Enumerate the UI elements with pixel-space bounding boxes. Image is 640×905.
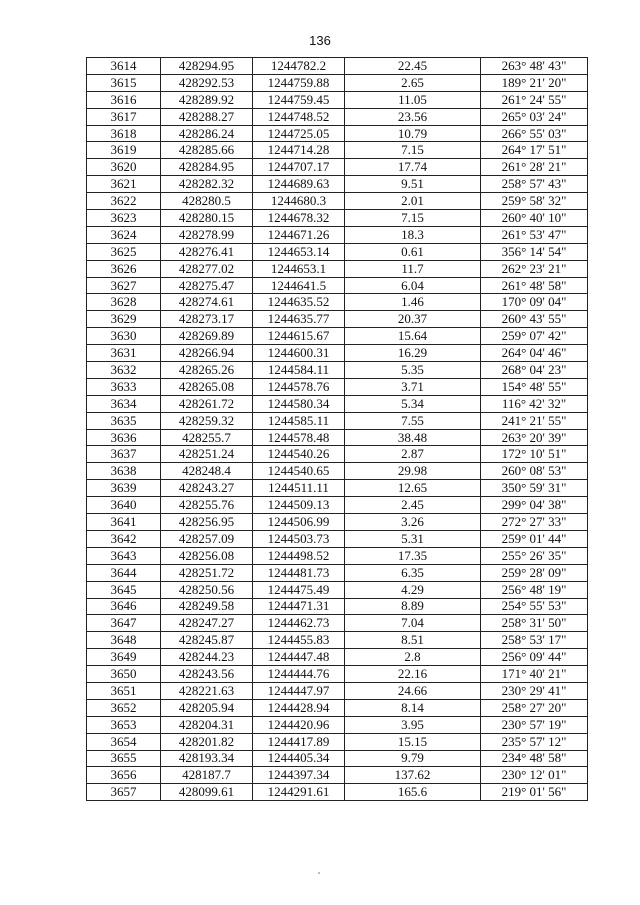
table-row [87, 547, 588, 564]
point-number-cell: 3639 [87, 480, 161, 497]
point-number-cell: 3625 [87, 243, 161, 260]
x-coordinate-cell: 428286.24 [161, 125, 253, 142]
bearing-cell: 268° 04' 23" [481, 362, 588, 379]
y-coordinate-cell: 1244600.31 [253, 345, 345, 362]
point-number-cell: 3627 [87, 277, 161, 294]
bearing-cell: 256° 09' 44" [481, 649, 588, 666]
distance-cell: 2.87 [345, 446, 481, 463]
point-number-cell: 3637 [87, 446, 161, 463]
y-coordinate-cell: 1244759.45 [253, 91, 345, 108]
bearing-cell: 170° 09' 04" [481, 294, 588, 311]
bearing-cell: 258° 57' 43" [481, 176, 588, 193]
y-coordinate-cell: 1244689.63 [253, 176, 345, 193]
x-coordinate-cell: 428278.99 [161, 226, 253, 243]
y-coordinate-cell: 1244641.5 [253, 277, 345, 294]
y-coordinate-cell: 1244397.34 [253, 767, 345, 784]
x-coordinate-cell: 428275.47 [161, 277, 253, 294]
table-row [87, 159, 588, 176]
bearing-cell: 154° 48' 55" [481, 378, 588, 395]
x-coordinate-cell: 428255.76 [161, 497, 253, 514]
y-coordinate-cell: 1244653.1 [253, 260, 345, 277]
bearing-cell: 261° 48' 58" [481, 277, 588, 294]
x-coordinate-cell: 428288.27 [161, 108, 253, 125]
distance-cell: 9.79 [345, 750, 481, 767]
bearing-cell: 261° 28' 21" [481, 159, 588, 176]
table-row [87, 463, 588, 480]
x-coordinate-cell: 428294.95 [161, 58, 253, 75]
table-row [87, 243, 588, 260]
table-row [87, 666, 588, 683]
point-number-cell: 3656 [87, 767, 161, 784]
y-coordinate-cell: 1244447.97 [253, 682, 345, 699]
y-coordinate-cell: 1244678.32 [253, 210, 345, 227]
point-number-cell: 3622 [87, 193, 161, 210]
x-coordinate-cell: 428261.72 [161, 395, 253, 412]
table-row [87, 260, 588, 277]
y-coordinate-cell: 1244405.34 [253, 750, 345, 767]
distance-cell: 20.37 [345, 311, 481, 328]
bearing-cell: 299° 04' 38" [481, 497, 588, 514]
table-row [87, 412, 588, 429]
y-coordinate-cell: 1244509.13 [253, 497, 345, 514]
distance-cell: 16.29 [345, 345, 481, 362]
table-row [87, 108, 588, 125]
point-number-cell: 3629 [87, 311, 161, 328]
y-coordinate-cell: 1244725.05 [253, 125, 345, 142]
y-coordinate-cell: 1244420.96 [253, 716, 345, 733]
x-coordinate-cell: 428276.41 [161, 243, 253, 260]
y-coordinate-cell: 1244417.89 [253, 733, 345, 750]
bearing-cell: 260° 40' 10" [481, 210, 588, 227]
x-coordinate-cell: 428187.7 [161, 767, 253, 784]
point-number-cell: 3634 [87, 395, 161, 412]
bearing-cell: 234° 48' 58" [481, 750, 588, 767]
y-coordinate-cell: 1244540.26 [253, 446, 345, 463]
table-row [87, 750, 588, 767]
point-number-cell: 3645 [87, 581, 161, 598]
y-coordinate-cell: 1244585.11 [253, 412, 345, 429]
distance-cell: 6.04 [345, 277, 481, 294]
table-row [87, 649, 588, 666]
y-coordinate-cell: 1244707.17 [253, 159, 345, 176]
y-coordinate-cell: 1244481.73 [253, 564, 345, 581]
distance-cell: 8.14 [345, 699, 481, 716]
x-coordinate-cell: 428265.08 [161, 378, 253, 395]
table-row [87, 311, 588, 328]
distance-cell: 11.7 [345, 260, 481, 277]
bearing-cell: 265° 03' 24" [481, 108, 588, 125]
bearing-cell: 258° 31' 50" [481, 615, 588, 632]
distance-cell: 29.98 [345, 463, 481, 480]
y-coordinate-cell: 1244475.49 [253, 581, 345, 598]
x-coordinate-cell: 428266.94 [161, 345, 253, 362]
point-number-cell: 3635 [87, 412, 161, 429]
table-row [87, 733, 588, 750]
table-row [87, 699, 588, 716]
point-number-cell: 3630 [87, 328, 161, 345]
table-row [87, 480, 588, 497]
bearing-cell: 350° 59' 31" [481, 480, 588, 497]
page-number: 136 [309, 33, 331, 48]
distance-cell: 15.64 [345, 328, 481, 345]
distance-cell: 7.15 [345, 142, 481, 159]
y-coordinate-cell: 1244584.11 [253, 362, 345, 379]
distance-cell: 22.16 [345, 666, 481, 683]
point-number-cell: 3653 [87, 716, 161, 733]
distance-cell: 8.89 [345, 598, 481, 615]
distance-cell: 38.48 [345, 429, 481, 446]
point-number-cell: 3632 [87, 362, 161, 379]
distance-cell: 7.15 [345, 210, 481, 227]
distance-cell: 7.55 [345, 412, 481, 429]
distance-cell: 3.71 [345, 378, 481, 395]
distance-cell: 24.66 [345, 682, 481, 699]
table-row [87, 328, 588, 345]
y-coordinate-cell: 1244782.2 [253, 58, 345, 75]
point-number-cell: 3618 [87, 125, 161, 142]
x-coordinate-cell: 428256.95 [161, 514, 253, 531]
bearing-cell: 261° 24' 55" [481, 91, 588, 108]
x-coordinate-cell: 428280.15 [161, 210, 253, 227]
bearing-cell: 262° 23' 21" [481, 260, 588, 277]
point-number-cell: 3649 [87, 649, 161, 666]
table-row [87, 345, 588, 362]
point-number-cell: 3657 [87, 784, 161, 801]
point-number-cell: 3640 [87, 497, 161, 514]
point-number-cell: 3646 [87, 598, 161, 615]
bearing-cell: 172° 10' 51" [481, 446, 588, 463]
y-coordinate-cell: 1244471.31 [253, 598, 345, 615]
point-number-cell: 3628 [87, 294, 161, 311]
y-coordinate-cell: 1244506.99 [253, 514, 345, 531]
distance-cell: 23.56 [345, 108, 481, 125]
bearing-cell: 219° 01' 56" [481, 784, 588, 801]
x-coordinate-cell: 428284.95 [161, 159, 253, 176]
bearing-cell: 261° 53' 47" [481, 226, 588, 243]
x-coordinate-cell: 428282.32 [161, 176, 253, 193]
table-row [87, 784, 588, 801]
table-row [87, 429, 588, 446]
distance-cell: 3.26 [345, 514, 481, 531]
point-number-cell: 3638 [87, 463, 161, 480]
coordinates-table-body [87, 58, 588, 801]
x-coordinate-cell: 428292.53 [161, 74, 253, 91]
x-coordinate-cell: 428205.94 [161, 699, 253, 716]
point-number-cell: 3644 [87, 564, 161, 581]
y-coordinate-cell: 1244498.52 [253, 547, 345, 564]
distance-cell: 6.35 [345, 564, 481, 581]
distance-cell: 5.31 [345, 530, 481, 547]
y-coordinate-cell: 1244680.3 [253, 193, 345, 210]
point-number-cell: 3626 [87, 260, 161, 277]
bearing-cell: 256° 48' 19" [481, 581, 588, 598]
x-coordinate-cell: 428245.87 [161, 632, 253, 649]
point-number-cell: 3651 [87, 682, 161, 699]
point-number-cell: 3614 [87, 58, 161, 75]
x-coordinate-cell: 428251.72 [161, 564, 253, 581]
y-coordinate-cell: 1244447.48 [253, 649, 345, 666]
point-number-cell: 3654 [87, 733, 161, 750]
table-row [87, 598, 588, 615]
distance-cell: 3.95 [345, 716, 481, 733]
point-number-cell: 3624 [87, 226, 161, 243]
x-coordinate-cell: 428193.34 [161, 750, 253, 767]
bearing-cell: 259° 58' 32" [481, 193, 588, 210]
y-coordinate-cell: 1244653.14 [253, 243, 345, 260]
table-row [87, 716, 588, 733]
table-row [87, 277, 588, 294]
y-coordinate-cell: 1244578.48 [253, 429, 345, 446]
distance-cell: 17.74 [345, 159, 481, 176]
x-coordinate-cell: 428259.32 [161, 412, 253, 429]
table-row [87, 564, 588, 581]
table-row [87, 58, 588, 75]
distance-cell: 9.51 [345, 176, 481, 193]
bearing-cell: 264° 17' 51" [481, 142, 588, 159]
distance-cell: 10.79 [345, 125, 481, 142]
table-row [87, 142, 588, 159]
bearing-cell: 230° 57' 19" [481, 716, 588, 733]
table-row [87, 530, 588, 547]
table-row [87, 767, 588, 784]
x-coordinate-cell: 428243.56 [161, 666, 253, 683]
bearing-cell: 260° 08' 53" [481, 463, 588, 480]
bearing-cell: 258° 53' 17" [481, 632, 588, 649]
distance-cell: 137.62 [345, 767, 481, 784]
point-number-cell: 3652 [87, 699, 161, 716]
x-coordinate-cell: 428257.09 [161, 530, 253, 547]
coordinates-table [86, 57, 588, 801]
point-number-cell: 3650 [87, 666, 161, 683]
distance-cell: 8.51 [345, 632, 481, 649]
x-coordinate-cell: 428251.24 [161, 446, 253, 463]
y-coordinate-cell: 1244748.52 [253, 108, 345, 125]
bearing-cell: 264° 04' 46" [481, 345, 588, 362]
point-number-cell: 3620 [87, 159, 161, 176]
point-number-cell: 3615 [87, 74, 161, 91]
x-coordinate-cell: 428256.08 [161, 547, 253, 564]
distance-cell: 2.45 [345, 497, 481, 514]
bearing-cell: 260° 43' 55" [481, 311, 588, 328]
table-row [87, 378, 588, 395]
bearing-cell: 263° 48' 43" [481, 58, 588, 75]
table-row [87, 226, 588, 243]
y-coordinate-cell: 1244291.61 [253, 784, 345, 801]
point-number-cell: 3636 [87, 429, 161, 446]
bearing-cell: 259° 01' 44" [481, 530, 588, 547]
x-coordinate-cell: 428269.89 [161, 328, 253, 345]
table-row [87, 514, 588, 531]
distance-cell: 5.34 [345, 395, 481, 412]
table-row [87, 176, 588, 193]
point-number-cell: 3655 [87, 750, 161, 767]
table-row [87, 91, 588, 108]
y-coordinate-cell: 1244759.88 [253, 74, 345, 91]
y-coordinate-cell: 1244444.76 [253, 666, 345, 683]
x-coordinate-cell: 428248.4 [161, 463, 253, 480]
bearing-cell: 241° 21' 55" [481, 412, 588, 429]
table-row [87, 615, 588, 632]
y-coordinate-cell: 1244455.83 [253, 632, 345, 649]
point-number-cell: 3647 [87, 615, 161, 632]
point-number-cell: 3617 [87, 108, 161, 125]
point-number-cell: 3648 [87, 632, 161, 649]
y-coordinate-cell: 1244714.28 [253, 142, 345, 159]
table-row [87, 632, 588, 649]
distance-cell: 17.35 [345, 547, 481, 564]
y-coordinate-cell: 1244671.26 [253, 226, 345, 243]
y-coordinate-cell: 1244540.65 [253, 463, 345, 480]
y-coordinate-cell: 1244635.52 [253, 294, 345, 311]
x-coordinate-cell: 428280.5 [161, 193, 253, 210]
y-coordinate-cell: 1244462.73 [253, 615, 345, 632]
table-row [87, 193, 588, 210]
distance-cell: 12.65 [345, 480, 481, 497]
y-coordinate-cell: 1244635.77 [253, 311, 345, 328]
table-row [87, 210, 588, 227]
x-coordinate-cell: 428285.66 [161, 142, 253, 159]
bearing-cell: 259° 28' 09" [481, 564, 588, 581]
point-number-cell: 3641 [87, 514, 161, 531]
distance-cell: 2.01 [345, 193, 481, 210]
table-row [87, 125, 588, 142]
distance-cell: 5.35 [345, 362, 481, 379]
distance-cell: 2.8 [345, 649, 481, 666]
point-number-cell: 3616 [87, 91, 161, 108]
x-coordinate-cell: 428273.17 [161, 311, 253, 328]
table-row [87, 362, 588, 379]
x-coordinate-cell: 428249.58 [161, 598, 253, 615]
point-number-cell: 3642 [87, 530, 161, 547]
point-number-cell: 3621 [87, 176, 161, 193]
x-coordinate-cell: 428247.27 [161, 615, 253, 632]
bearing-cell: 171° 40' 21" [481, 666, 588, 683]
table-row [87, 497, 588, 514]
x-coordinate-cell: 428250.56 [161, 581, 253, 598]
bearing-cell: 258° 27' 20" [481, 699, 588, 716]
y-coordinate-cell: 1244511.11 [253, 480, 345, 497]
bearing-cell: 254° 55' 53" [481, 598, 588, 615]
bearing-cell: 255° 26' 35" [481, 547, 588, 564]
x-coordinate-cell: 428274.61 [161, 294, 253, 311]
x-coordinate-cell: 428277.02 [161, 260, 253, 277]
distance-cell: 15.15 [345, 733, 481, 750]
table-row [87, 446, 588, 463]
bearing-cell: 189° 21' 20" [481, 74, 588, 91]
bearing-cell: 230° 12' 01" [481, 767, 588, 784]
scan-dot [318, 872, 320, 874]
x-coordinate-cell: 428255.7 [161, 429, 253, 446]
bearing-cell: 272° 27' 33" [481, 514, 588, 531]
x-coordinate-cell: 428265.26 [161, 362, 253, 379]
y-coordinate-cell: 1244580.34 [253, 395, 345, 412]
bearing-cell: 259° 07' 42" [481, 328, 588, 345]
distance-cell: 18.3 [345, 226, 481, 243]
point-number-cell: 3643 [87, 547, 161, 564]
y-coordinate-cell: 1244578.76 [253, 378, 345, 395]
bearing-cell: 230° 29' 41" [481, 682, 588, 699]
point-number-cell: 3619 [87, 142, 161, 159]
bearing-cell: 356° 14' 54" [481, 243, 588, 260]
table-row [87, 395, 588, 412]
x-coordinate-cell: 428289.92 [161, 91, 253, 108]
distance-cell: 4.29 [345, 581, 481, 598]
y-coordinate-cell: 1244503.73 [253, 530, 345, 547]
table-row [87, 682, 588, 699]
x-coordinate-cell: 428099.61 [161, 784, 253, 801]
distance-cell: 7.04 [345, 615, 481, 632]
point-number-cell: 3623 [87, 210, 161, 227]
y-coordinate-cell: 1244428.94 [253, 699, 345, 716]
x-coordinate-cell: 428201.82 [161, 733, 253, 750]
table-row [87, 74, 588, 91]
x-coordinate-cell: 428221.63 [161, 682, 253, 699]
distance-cell: 0.61 [345, 243, 481, 260]
distance-cell: 1.46 [345, 294, 481, 311]
table-row [87, 294, 588, 311]
table-row [87, 581, 588, 598]
x-coordinate-cell: 428244.23 [161, 649, 253, 666]
point-number-cell: 3631 [87, 345, 161, 362]
distance-cell: 165.6 [345, 784, 481, 801]
bearing-cell: 263° 20' 39" [481, 429, 588, 446]
bearing-cell: 266° 55' 03" [481, 125, 588, 142]
distance-cell: 2.65 [345, 74, 481, 91]
y-coordinate-cell: 1244615.67 [253, 328, 345, 345]
point-number-cell: 3633 [87, 378, 161, 395]
bearing-cell: 116° 42' 32" [481, 395, 588, 412]
bearing-cell: 235° 57' 12" [481, 733, 588, 750]
distance-cell: 22.45 [345, 58, 481, 75]
distance-cell: 11.05 [345, 91, 481, 108]
x-coordinate-cell: 428204.31 [161, 716, 253, 733]
x-coordinate-cell: 428243.27 [161, 480, 253, 497]
